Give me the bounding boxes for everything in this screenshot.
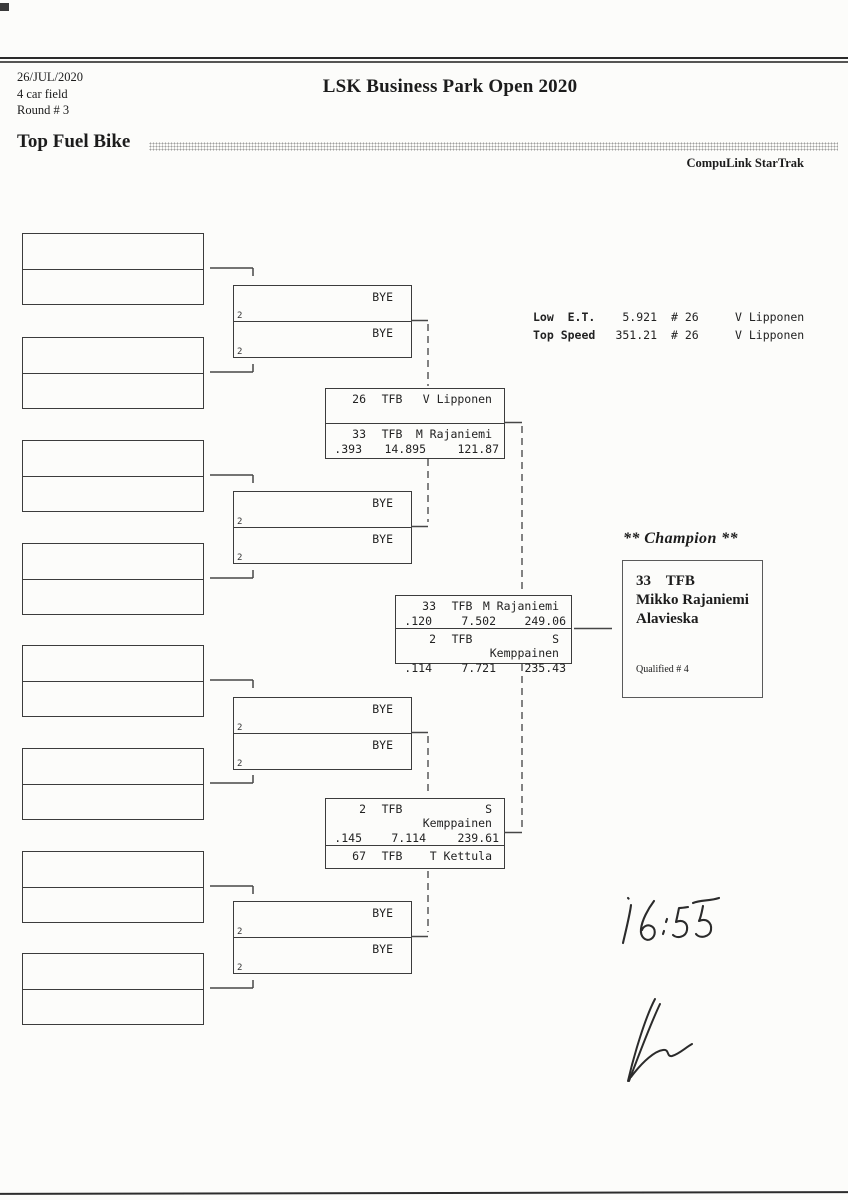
entry-line <box>326 389 504 406</box>
reaction-time: .145 <box>334 831 362 845</box>
elapsed-time: 7.114 <box>391 831 426 845</box>
car-class: TFB <box>381 849 403 863</box>
car-number: 33 <box>352 427 366 441</box>
round2-bye-box <box>233 491 412 564</box>
run-stats <box>326 830 504 845</box>
champion-box <box>622 560 763 698</box>
bye-label: BYE <box>372 702 393 716</box>
slot-half <box>23 887 203 923</box>
round2-bye-box <box>233 285 412 358</box>
session-stats <box>533 308 804 344</box>
lane-number: 2 <box>237 963 243 973</box>
signature-stroke <box>629 1004 660 1081</box>
class-underline-hatch <box>149 142 838 151</box>
top-rule-line <box>0 61 848 63</box>
handwriting-stroke <box>623 905 631 943</box>
top-speed-label: Top Speed <box>533 328 596 342</box>
slot-half <box>23 338 203 373</box>
low-et-label: Low E.T. <box>533 310 596 324</box>
run-stats <box>326 441 504 456</box>
slot-half <box>23 579 203 615</box>
entry-line <box>326 799 504 830</box>
lane-number: 2 <box>237 347 243 357</box>
semifinal-box-lower <box>325 798 505 869</box>
entry-line <box>396 629 571 660</box>
low-et-driver: V Lipponen <box>735 310 805 324</box>
timing-system-label: CompuLink StarTrak <box>686 156 804 170</box>
car-class: TFB <box>381 427 403 441</box>
entry-half <box>396 628 571 675</box>
slot-half <box>23 954 203 989</box>
top-speed-value: 351.21 <box>615 328 657 342</box>
class-name: Top Fuel Bike <box>17 131 131 152</box>
champion-car-line: 33 TFB <box>636 573 695 589</box>
handwriting-stroke <box>696 906 711 937</box>
slot-half <box>23 852 203 887</box>
elapsed-time: 7.502 <box>461 614 496 628</box>
bye-label: BYE <box>372 942 393 956</box>
slot-half <box>23 269 203 305</box>
car-class: TFB <box>381 802 403 816</box>
lane-number: 2 <box>237 759 243 769</box>
slot-half <box>23 373 203 409</box>
scan-artifact <box>0 3 9 11</box>
handwriting-stroke <box>673 907 688 937</box>
bye-half <box>234 902 411 937</box>
semifinal-box-upper <box>325 388 505 459</box>
driver-name: S Kemppainen <box>489 632 559 660</box>
reaction-time: .114 <box>404 661 432 675</box>
trap-speed: 249.06 <box>524 614 566 628</box>
field-size: 4 car field <box>17 87 68 101</box>
handwritten-signature <box>612 993 712 1083</box>
car-number: 2 <box>429 632 436 646</box>
slot-half <box>23 441 203 476</box>
bye-label: BYE <box>372 738 393 752</box>
driver-name: M Rajaniemi <box>415 427 492 441</box>
bye-half <box>234 733 411 769</box>
lane-number: 2 <box>237 553 243 563</box>
driver-name: V Lipponen <box>422 392 492 406</box>
final-box <box>395 595 572 675</box>
round-number: Round # 3 <box>17 103 70 117</box>
top-speed-car: # 26 <box>671 328 699 342</box>
round1-slot-box <box>22 233 204 305</box>
event-title: LSK Business Park Open 2020 <box>322 76 578 97</box>
champion-name: Mikko Rajaniemi <box>636 592 749 608</box>
entry-half <box>326 423 504 458</box>
slot-half <box>23 544 203 579</box>
handwritten-time-note <box>615 892 727 954</box>
entry-line <box>326 846 504 863</box>
slot-half <box>23 646 203 681</box>
slot-half <box>23 784 203 820</box>
car-number: 2 <box>359 802 366 816</box>
entry-half <box>396 596 571 628</box>
car-class: TFB <box>451 599 473 613</box>
slot-half <box>23 234 203 269</box>
round1-slot-box <box>22 748 204 820</box>
bye-label: BYE <box>372 290 393 304</box>
bye-half <box>234 492 411 527</box>
entry-half <box>326 389 504 423</box>
run-stats <box>326 863 504 864</box>
bye-label: BYE <box>372 326 393 340</box>
lane-number: 2 <box>237 723 243 733</box>
car-number: 67 <box>352 849 366 863</box>
bye-half <box>234 527 411 563</box>
handwriting-stroke <box>693 898 719 903</box>
slot-half <box>23 681 203 717</box>
car-number: 26 <box>352 392 366 406</box>
top-rule-line <box>0 57 848 59</box>
round1-connectors <box>210 268 253 988</box>
reaction-time: .393 <box>334 442 362 456</box>
round1-slot-box <box>22 543 204 615</box>
round1-slot-box <box>22 953 204 1025</box>
handwriting-stroke <box>628 898 629 899</box>
bye-label: BYE <box>372 532 393 546</box>
round2-bye-box <box>233 901 412 974</box>
round1-slot-box <box>22 851 204 923</box>
elapsed-time: 14.895 <box>384 442 426 456</box>
driver-name: S Kemppainen <box>422 802 492 830</box>
driver-name: T Kettula <box>429 849 492 863</box>
run-stats <box>396 613 571 628</box>
run-stats <box>396 660 571 675</box>
round1-slot-box <box>22 645 204 717</box>
round1-slot-box <box>22 337 204 409</box>
lane-number: 2 <box>237 311 243 321</box>
bye-label: BYE <box>372 906 393 920</box>
bye-half <box>234 698 411 733</box>
trap-speed: 121.87 <box>457 442 499 456</box>
report-date: 26/JUL/2020 <box>17 70 83 84</box>
bottom-rule-line <box>0 1191 848 1195</box>
elapsed-time: 7.721 <box>461 661 496 675</box>
car-class: TFB <box>381 392 403 406</box>
handwriting-stroke <box>663 919 667 934</box>
signature-stroke <box>631 1044 692 1077</box>
top-speed-row <box>533 326 804 344</box>
top-speed-driver: V Lipponen <box>735 328 805 342</box>
low-et-car: # 26 <box>671 310 699 324</box>
round2-bye-box <box>233 697 412 770</box>
slot-half <box>23 476 203 512</box>
slot-half <box>23 989 203 1025</box>
driver-name: M Rajaniemi <box>482 599 559 613</box>
handwriting-stroke <box>641 901 655 940</box>
champion-heading: ** Champion ** <box>623 530 738 547</box>
entry-line <box>396 596 571 613</box>
run-stats <box>326 406 504 407</box>
champion-qualified: Qualified # 4 <box>636 664 689 675</box>
bye-half <box>234 321 411 357</box>
bye-half <box>234 286 411 321</box>
round1-slot-box <box>22 440 204 512</box>
car-number: 33 <box>422 599 436 613</box>
car-class: TFB <box>451 632 473 646</box>
trap-speed: 235.43 <box>524 661 566 675</box>
entry-half <box>326 845 504 868</box>
entry-line <box>326 424 504 441</box>
low-et-value: 5.921 <box>622 310 657 324</box>
bye-label: BYE <box>372 496 393 510</box>
slot-half <box>23 749 203 784</box>
signature-stroke <box>628 999 655 1081</box>
lane-number: 2 <box>237 927 243 937</box>
champion-hometown: Alavieska <box>636 611 699 627</box>
low-et-row <box>533 308 804 326</box>
entry-half <box>326 799 504 845</box>
reaction-time: .120 <box>404 614 432 628</box>
trap-speed: 239.61 <box>457 831 499 845</box>
bye-half <box>234 937 411 973</box>
lane-number: 2 <box>237 517 243 527</box>
